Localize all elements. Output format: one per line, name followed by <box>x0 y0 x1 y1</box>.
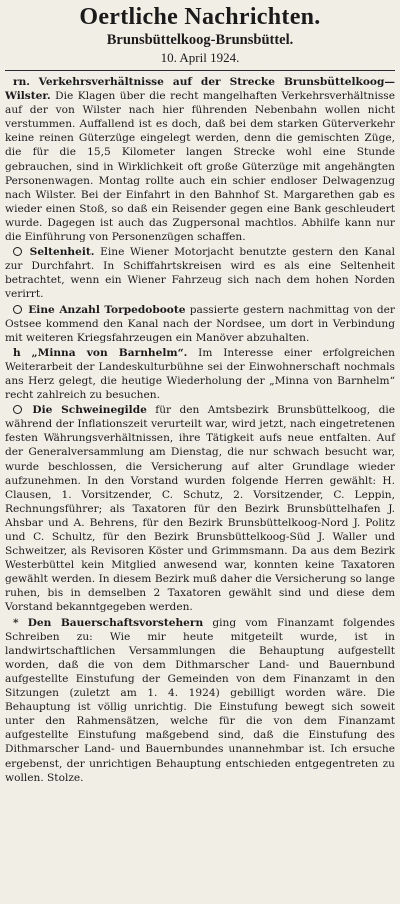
article-headline: „Minna von Barnhelm“. <box>31 346 188 359</box>
circle-bullet-icon <box>13 247 22 256</box>
article-body: Im Interesse einer erfolgreichen Weiterarbeit der Landeskulturbühne sei der Einwohnerschaft nochmals ans Herz gelegt, die heutige Wiederholung der „Minna von Barnhelm“ recht zahlreich zu besuchen. <box>5 346 395 402</box>
article-body: Die Klagen über die recht mangelhaften Verkehrsverhältnisse auf der von Wilster nach hier führenden Nebenbahn wollen nicht verstummen. Auffallend ist es doch, daß bei dem starken Güterverkehr keine reinen Güterzüge eingelegt werden, denn die gemischten Züge, die für die 15,5 Kilometer langen Strecke wohl eine Stunde gebrauchen, sind in Wirklichkeit oft große Güterzüge mit angehängten Personenwagen. Montag rollte auch ein schier endloser Delwagenzug nach Wilster. Bei der Einfahrt in den Bahnhof St. Margarethen gab es wieder einen Stoß, so daß ein Reisender gegen eine Bank geschleudert wurde. Dagegen ist auch das Zugpersonal machtlos. Abhilfe kann nur die Einführung von Personenzügen schaffen. <box>5 90 395 244</box>
article-verkehr <box>5 75 395 244</box>
dateline: 10. April 1924. <box>160 50 240 65</box>
article-schweinegilde <box>5 403 395 614</box>
article-bauerschaft <box>5 616 395 785</box>
section-title: Oertliche Nachrichten. <box>79 4 321 30</box>
article-body: für den Amtsbezirk Brunsbüttelkoog, die während der Inflationszeit verurteilt war, wird jetzt, nach eingetretenen festen Währungsverhältnissen, ihre Tätigkeit aufs neue entfalten. Auf der Generalversammlung am Dienstag, die nur schwach besucht war, wurde beschlossen, die Versicherung auf alter Grundlage wieder aufzunehmen. In den Vorstand wurden folgende Herren gewählt: H. Clausen, 1. Vorsitzender, C. Schutz, 2. Vorsitzender, C. Leppin, Rechnungsführer; als Taxatoren für den Bezirk Brunsbüttelhafen J. Ahsbar und A. Behrens, für den Bezirk Brunsbüttelkoog-Nord J. Politz und C. Schultz, für den Bezirk Brunsbüttelkoog-Süd J. Waller und Schweitzer, als Revisoren Köster und Grimmsmann. Da aus dem Bezirk Westerbüttel kein Mitglied anwesend war, konnten keine Taxatoren gewählt werden. In diesem Bezirk muß daher die Versicherung so lange ruhen, bis in demselben 2 Taxatoren gewählt sind und diese dem Vorstand bekanntgegeben werden. <box>5 404 396 614</box>
article-headline: Verkehrsverhältnisse auf der Strecke Brunsbüttelkoog—Wilster. <box>5 76 395 103</box>
article-body: ging vom Finanzamt folgendes Schreiben zu: Wie mir heute mitgeteilt wurde, ist in landwirtschaftlichen Versammlungen die Behauptung aufgestellt worden, daß die von dem Dithmarscher Land- und Bauernbund aufgestellte Einstufung der Gemeinden von dem Finanzamt in den Sitzungen (zuletzt am 1. 4. 1924) gebilligt worden wäre. Die Behauptung ist völlig unrichtig. Die Einstufung bewegt sich soweit unter den Rahmensätzen, welche für die von dem Finanzamt aufgestellte Einstufung maßgebend sind, daß die Einstufung des Dithmarscher Land- und Bauernbundes unannehmbar ist. Ich ersuche ergebenst, der unrichtigen Behauptung entschieden entgegentreten zu wollen. Stolze. <box>5 616 395 784</box>
article-headline: Seltenheit. <box>29 246 95 259</box>
article-body: passierte gestern nachmittag von der Ostsee kommend den Kanal nach der Nordsee, um dort in Verbindung mit weiteren Kriegsfahrzeugen ein Manöver abzuhalten. <box>5 303 395 344</box>
circle-bullet-icon <box>13 305 22 314</box>
article-headline: Die Schweinegilde <box>32 404 147 417</box>
article-headline: Den Bauerschaftsvorstehern <box>27 616 204 629</box>
masthead <box>5 4 395 65</box>
article-headline: Eine Anzahl Torpedoboote <box>28 303 186 316</box>
section-subtitle: Brunsbüttelkoog-Brunsbüttel. <box>106 32 294 48</box>
circle-bullet-icon <box>13 405 22 414</box>
article-marker: rn. <box>13 76 30 88</box>
article-seltenheit <box>5 245 395 301</box>
article-marker: h <box>13 346 21 359</box>
article-minna <box>5 346 395 402</box>
divider <box>5 70 395 71</box>
article-torpedoboote <box>5 303 395 345</box>
article-marker: * <box>13 616 19 629</box>
article-body: Eine Wiener Motorjacht benutzte gestern den Kanal zur Durchfahrt. In Schiffahrtskreisen wird es als eine Seltenheit betrachtet, wenn ein Wiener Fahrzeug sich nach dem hohen Norden verirrt. <box>5 246 395 301</box>
